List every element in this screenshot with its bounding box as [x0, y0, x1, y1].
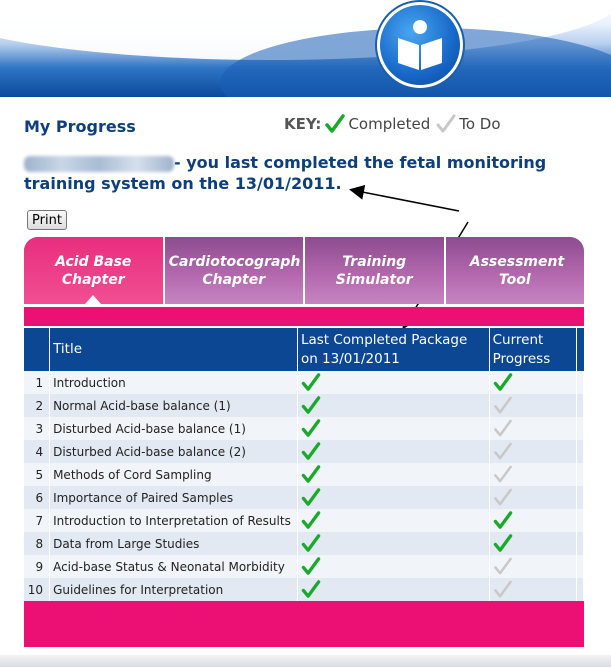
row-current-progress [489, 371, 576, 394]
completed-check-icon [301, 442, 321, 461]
table-row [24, 578, 584, 601]
key-completed-label: Completed [348, 115, 431, 133]
row-current-progress [489, 486, 576, 509]
completed-check-icon [301, 396, 321, 415]
todo-check-icon [493, 580, 513, 599]
completed-check-icon [493, 534, 513, 553]
todo-check-icon [493, 396, 513, 415]
tab-training-simulator[interactable]: Training Simulator [303, 237, 444, 304]
row-current-progress [489, 509, 576, 532]
row-end-cell [576, 394, 583, 417]
arrow-to-message [352, 190, 459, 211]
row-last-completed [297, 463, 489, 486]
footer-bar [24, 601, 584, 647]
completed-check-icon [301, 580, 321, 599]
tab-assessment-tool[interactable]: Assessment Tool [444, 237, 585, 304]
key-todo-label: To Do [459, 115, 501, 133]
tab-acid-base-chapter[interactable]: Acid Base Chapter [24, 237, 163, 304]
row-title: Normal Acid-base balance (1) [50, 394, 298, 417]
row-end-cell [576, 371, 583, 394]
row-last-completed [297, 394, 489, 417]
completed-check-icon [301, 419, 321, 438]
row-end-cell [576, 555, 583, 578]
row-end-cell [576, 463, 583, 486]
progress-table [24, 328, 584, 601]
tab-cardiotocograph-chapter[interactable]: Cardiotocograph Chapter [163, 237, 304, 304]
completed-check-icon [493, 373, 513, 392]
row-title: Disturbed Acid-base balance (2) [50, 440, 298, 463]
row-current-progress [489, 532, 576, 555]
page-title: My Progress [24, 117, 136, 136]
chapter-tabs [24, 237, 584, 304]
row-current-progress [489, 440, 576, 463]
row-number: 2 [24, 394, 50, 417]
todo-check-icon [493, 557, 513, 576]
table-row [24, 440, 584, 463]
row-current-progress [489, 463, 576, 486]
completed-check-icon [301, 534, 321, 553]
todo-check-icon [493, 488, 513, 507]
table-row [24, 509, 584, 532]
row-number: 8 [24, 532, 50, 555]
message-text: - you last completed the fetal monitoring training system on the 13/01/2011. [24, 153, 547, 193]
table-row [24, 486, 584, 509]
table-row [24, 371, 584, 394]
row-title: Introduction to Interpretation of Results [50, 509, 298, 532]
row-last-completed [297, 486, 489, 509]
row-number: 9 [24, 555, 50, 578]
row-number: 1 [24, 371, 50, 394]
row-title: Acid-base Status & Neonatal Morbidity [50, 555, 298, 578]
bottom-strip [0, 655, 611, 667]
row-title: Importance of Paired Samples [50, 486, 298, 509]
active-tab-caret [85, 295, 101, 304]
row-title: Guidelines for Interpretation [50, 578, 298, 601]
row-current-progress [489, 578, 576, 601]
row-last-completed [297, 555, 489, 578]
completed-check-icon [493, 511, 513, 530]
row-end-cell [576, 417, 583, 440]
row-last-completed [297, 509, 489, 532]
row-title: Disturbed Acid-base balance (1) [50, 417, 298, 440]
row-end-cell [576, 532, 583, 555]
table-row [24, 417, 584, 440]
row-number: 10 [24, 578, 50, 601]
todo-check-icon [493, 442, 513, 461]
num-column-header [24, 328, 50, 371]
row-number: 5 [24, 463, 50, 486]
row-last-completed [297, 440, 489, 463]
tab-underline-bar [24, 307, 584, 326]
row-end-cell [576, 578, 583, 601]
completed-check-icon [301, 373, 321, 392]
print-button[interactable]: Print [27, 210, 67, 230]
current-progress-column-header: Current Progress [489, 328, 576, 371]
title-column-header: Title [50, 328, 298, 371]
row-end-cell [576, 509, 583, 532]
table-row [24, 394, 584, 417]
todo-check-icon [493, 419, 513, 438]
row-last-completed [297, 371, 489, 394]
row-end-cell [576, 486, 583, 509]
completed-check-icon [301, 465, 321, 484]
row-last-completed [297, 532, 489, 555]
table-row [24, 532, 584, 555]
last-completed-column-header: Last Completed Package on 13/01/2011 [297, 328, 489, 371]
table-row [24, 555, 584, 578]
table-row [24, 463, 584, 486]
row-number: 6 [24, 486, 50, 509]
row-last-completed [297, 578, 489, 601]
row-number: 3 [24, 417, 50, 440]
row-current-progress [489, 555, 576, 578]
header-end-cell [576, 328, 583, 371]
row-title: Methods of Cord Sampling [50, 463, 298, 486]
row-title: Introduction [50, 371, 298, 394]
row-number: 7 [24, 509, 50, 532]
todo-check-icon [493, 465, 513, 484]
table-header-row [24, 328, 584, 371]
completed-check-icon [301, 488, 321, 507]
row-end-cell [576, 440, 583, 463]
row-current-progress [489, 417, 576, 440]
key-label: KEY: [284, 115, 322, 133]
row-last-completed [297, 417, 489, 440]
completed-check-icon [301, 511, 321, 530]
completed-check-icon [301, 557, 321, 576]
row-number: 4 [24, 440, 50, 463]
row-current-progress [489, 394, 576, 417]
row-title: Data from Large Studies [50, 532, 298, 555]
